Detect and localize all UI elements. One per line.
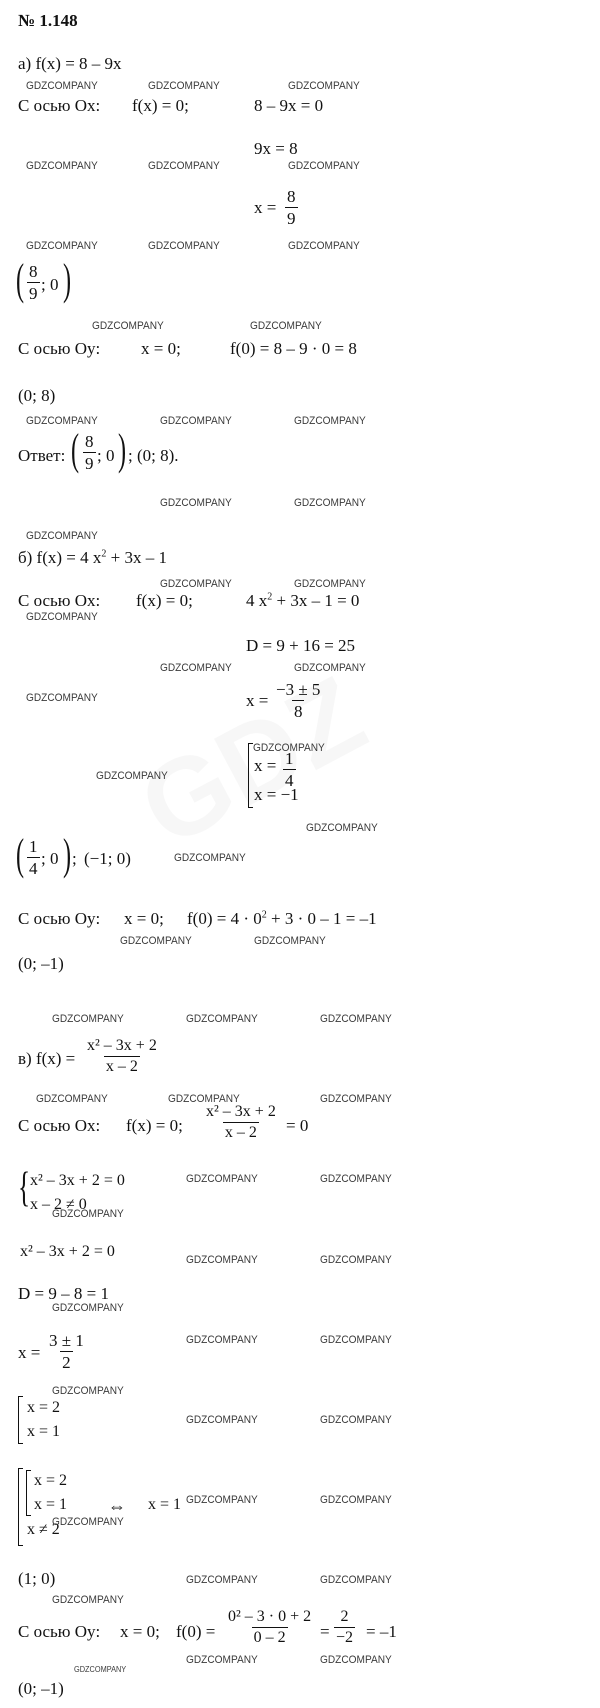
watermark: GDZCOMPANY [294,662,366,674]
watermark: GDZCOMPANY [26,692,98,704]
watermark: GDZCOMPANY [294,578,366,590]
watermark: GDZCOMPANY [320,1013,392,1025]
watermark: GDZCOMPANY [320,1654,392,1666]
right-paren: ) [118,425,127,474]
part-a-point-rest: ; 0 [41,275,59,294]
part-b-equation: 4 $x^2 + 3x - 1 = 0$ [246,591,360,610]
part-c-ox-tail: = 0 [286,1116,309,1135]
watermark: GDZCOMPANY [148,240,220,252]
part-c-ox-fraction: $\frac{\text{x² – 3x + 2}}{x - 2}$ [206,1103,276,1141]
watermark: GDZCOMPANY [74,1665,127,1674]
part-b-oy-equation: $f(0) = 4 \cdot 0^2 + 3 \cdot 0 - 1 = -1$ [187,909,377,928]
roots-bracket [18,1396,23,1444]
part-b-oy-label: С осью Oy: [18,909,101,928]
watermark: GDZCOMPANY [250,320,322,332]
part-c-oy-prefix: f(0) = [176,1622,216,1641]
left-paren: ( [16,255,25,304]
watermark: GDZCOMPANY [288,160,360,172]
part-b-point-3: (0; –1) [18,954,64,973]
part-a-equation-1: 8 – 9x = 0 [254,96,324,115]
watermark: GDZCOMPANY [52,1594,124,1606]
watermark: GDZCOMPANY [186,1254,258,1266]
part-b-discriminant: D = 9 + 16 = 25 [246,636,356,655]
watermark: GDZCOMPANY [160,497,232,509]
problem-number: № 1.148 [18,11,78,30]
watermark: GDZCOMPANY [120,935,192,947]
watermark: GDZCOMPANY [186,1654,258,1666]
part-c-oy-fraction-2: $\frac{2}{-2}$ [336,1608,354,1646]
part-a-oy-equation: f(0) = 8 – 9 · 0 = 8 [230,339,357,358]
part-c-function-prefix: в) f(x) = [18,1049,76,1068]
part-a-ox-label: С осью Ox: [18,96,101,115]
watermark: GDZCOMPANY [160,578,232,590]
watermark: GDZCOMPANY [174,852,246,864]
watermark: GDZCOMPANY [52,1516,124,1528]
part-c-function-fraction: $\frac{\text{x² – 3x + 2}}{x - 2}$ [87,1037,157,1075]
watermark: GDZCOMPANY [186,1494,258,1506]
part-b-x-fraction: $\frac{-3 \pm 5}{8}$ [276,680,321,721]
left-paren: ( [71,425,80,474]
part-a-x-fraction: $\frac{8}{9}$ [287,187,296,228]
watermark: GDZCOMPANY [320,1093,392,1105]
right-paren: ) [63,255,72,304]
part-c-x-equals: x = [18,1343,41,1362]
watermark: GDZCOMPANY [96,770,168,782]
right-paren: ) [63,830,72,879]
part-b-point-fraction: $\frac{1}{4}$ [29,837,38,878]
watermark: GDZCOMPANY [52,1208,124,1220]
equivalence-symbol: ⇔ [108,1496,126,1516]
watermark: GDZCOMPANY [254,935,326,947]
watermark: GDZCOMPANY [186,1334,258,1346]
part-c-set-2: x = 1 [34,1496,68,1513]
part-c-result: x = 1 [148,1496,182,1513]
left-paren: ( [16,830,25,879]
part-a-oy-condition: x = 0; [141,339,181,358]
part-a-equation-2: 9x = 8 [254,139,298,158]
part-c-discriminant: D = 9 – 8 = 1 [18,1284,109,1303]
part-b-ox-label: С осью Ox: [18,591,101,610]
part-c-oy-fraction: $\frac{\text{0² – 3 · 0 + 2}}{0 - 2}$ [228,1608,312,1646]
watermark: GDZCOMPANY [52,1302,124,1314]
part-a-point-2: (0; 8) [18,386,56,405]
part-c-oy-end: = –1 [366,1622,397,1641]
part-c-point-1: (1; 0) [18,1569,56,1588]
part-c-x-fraction: $\frac{3 \pm 1}{2}$ [49,1331,84,1372]
part-a-answer-label: Ответ: [18,446,66,465]
part-c-set-1: x = 2 [34,1472,68,1489]
part-b-point-rest: ; 0 [41,849,59,868]
watermark: GDZCOMPANY [186,1414,258,1426]
watermark: GDZCOMPANY [288,240,360,252]
watermark: GDZCOMPANY [294,497,366,509]
watermark: GDZCOMPANY [26,80,98,92]
part-a-point-fraction: $\frac{8}{9}$ [29,262,38,303]
part-c-equation: x² – 3x + 2 = 0 [20,1243,115,1260]
part-b-semicolon: ; [72,849,77,868]
watermark: GDZCOMPANY [160,662,232,674]
part-a-oy-label: С осью Oy: [18,339,101,358]
watermark: GDZCOMPANY [26,160,98,172]
part-c-root-1: x = 2 [27,1399,61,1416]
watermark: GDZCOMPANY [186,1574,258,1586]
part-c-oy-equals: = [320,1622,330,1641]
watermark: GDZCOMPANY [186,1173,258,1185]
watermark: GDZCOMPANY [160,415,232,427]
watermark: GDZCOMPANY [36,1093,108,1105]
watermark: GDZCOMPANY [320,1414,392,1426]
watermark: GDZCOMPANY [26,530,98,542]
part-c-point-2: (0; –1) [18,1679,64,1698]
watermark: GDZCOMPANY [320,1254,392,1266]
part-c-set-3: x ≠ 2 [27,1521,60,1538]
part-a-answer-tail: ; (0; 8). [128,446,179,465]
part-a-x-equals: x = [254,198,277,217]
part-c-oy-label: С осью Oy: [18,1622,101,1641]
watermark: GDZCOMPANY [320,1173,392,1185]
watermark: GDZCOMPANY [288,80,360,92]
watermark: GDZCOMPANY [320,1334,392,1346]
watermark: GDZCOMPANY [52,1385,124,1397]
watermark: GDZCOMPANY [294,415,366,427]
part-a-function: а) f(x) = 8 – 9x [18,54,122,73]
part-c-ox-condition: f(x) = 0; [126,1116,183,1135]
part-b-ox-condition: f(x) = 0; [136,591,193,610]
part-c-ox-label: С осью Ox: [18,1116,101,1135]
part-a-answer-fraction: $\frac{8}{9}$ [85,432,94,473]
outer-bracket [18,1468,23,1546]
watermark: GDZCOMPANY [148,160,220,172]
part-b-x-equals: x = [246,691,269,710]
watermark: GDZCOMPANY [306,822,378,834]
watermark: GDZCOMPANY [186,1013,258,1025]
watermark: GDZCOMPANY [92,320,164,332]
part-a-answer-rest: ; 0 [97,446,115,465]
part-b-root-2: x = −1 [254,785,299,804]
part-c-system-1: x² – 3x + 2 = 0 [30,1172,125,1189]
part-b-root-1: x = [254,756,277,775]
watermark: GDZCOMPANY [26,240,98,252]
inner-bracket [26,1470,31,1516]
part-b-point-2: (−1; 0) [84,849,131,868]
watermark: GDZCOMPANY [253,742,325,754]
part-c-oy-condition: x = 0; [120,1622,160,1641]
watermark: GDZCOMPANY [320,1494,392,1506]
watermark: GDZCOMPANY [148,80,220,92]
part-b-function: б) f(x) = 4 $x^2 + 3x - 1$ [18,548,167,567]
part-a-ox-condition: f(x) = 0; [132,96,189,115]
part-c-root-2: x = 1 [27,1423,61,1440]
part-b-oy-condition: x = 0; [124,909,164,928]
watermark: GDZCOMPANY [320,1574,392,1586]
watermark: GDZCOMPANY [168,1093,240,1105]
part-c-system-2: x – 2 ≠ 0 [30,1196,87,1213]
system-brace: { [18,1165,31,1211]
watermark: GDZCOMPANY [52,1013,124,1025]
watermark: GDZCOMPANY [26,415,98,427]
watermark: GDZCOMPANY [26,611,98,623]
part-b-root-1-fraction: $\frac{1}{4}$ [285,749,294,790]
